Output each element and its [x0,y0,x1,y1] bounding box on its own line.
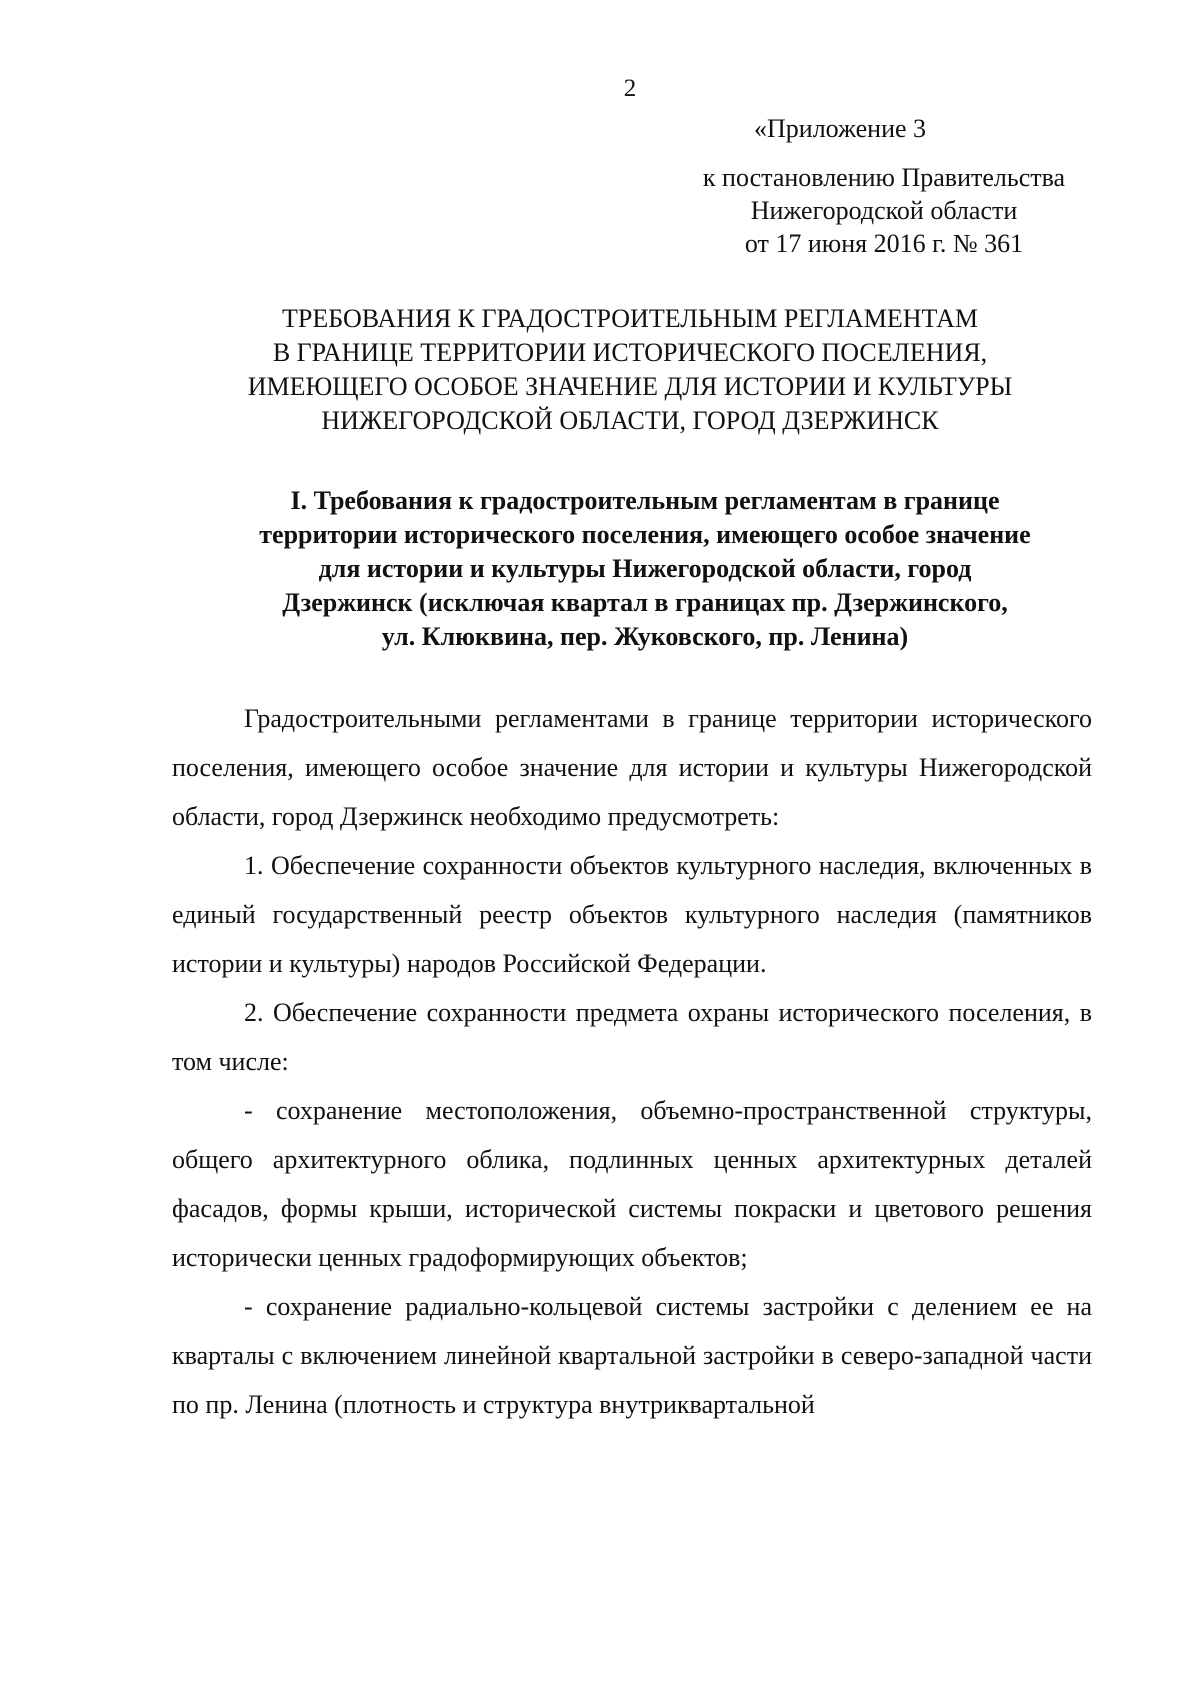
document-title-line: ТРЕБОВАНИЯ К ГРАДОСТРОИТЕЛЬНЫМ РЕГЛАМЕНТАМ [282,304,978,333]
body-paragraph: - сохранение местоположения, объемно-пространственной структуры, общего архитектурного облика, подлинных ценных архитектурных деталей фасадов, формы крыши, исторической системы покраски и цветового решения исторически ценных градоформирующих объектов; [172,1096,1092,1272]
section-heading-line: для истории и культуры Нижегородской области, город [318,554,972,583]
attachment-heading: «Приложение 3 [754,114,927,143]
section-heading-line: Дзержинск (исключая квартал в границах пр. Дзержинского, [282,588,1008,617]
attachment-line: от 17 июня 2016 г. № 361 [744,229,1024,258]
body-paragraph: 2. Обеспечение сохранности предмета охраны исторического поселения, в том числе: [172,998,1092,1076]
body-paragraph: Градостроительными регламентами в границе территории исторического поселения, имеющего особое значение для истории и культуры Нижегородской области, город Дзержинск необходимо предусмотреть: [172,704,1092,831]
section-heading-line: территории исторического поселения, имеющего особое значение [259,520,1031,549]
section-heading [170,484,1120,654]
body-paragraph: - сохранение радиально-кольцевой системы застройки с делением ее на кварталы с включением линейной квартальной застройки в северо-западной части по пр. Ленина (плотность и структура внутриквартальной [172,1292,1092,1419]
document-body [172,694,1092,1429]
section-heading-line: ул. Клюквина, пер. Жуковского, пр. Ленина) [381,622,909,651]
document-title-line: ИМЕЮЩЕГО ОСОБОЕ ЗНАЧЕНИЕ ДЛЯ ИСТОРИИ И КУЛЬТУРЫ [247,372,1013,401]
document-title [170,302,1090,438]
attachment-block [664,112,1104,260]
section-heading-line: I. Требования к градостроительным регламентам в границе [290,486,1000,515]
attachment-line: Нижегородской области [750,196,1018,225]
document-title-line: В ГРАНИЦЕ ТЕРРИТОРИИ ИСТОРИЧЕСКОГО ПОСЕЛЕНИЯ, [272,338,988,367]
page-number: 2 [623,75,637,102]
attachment-line: к постановлению Правительства [702,163,1066,192]
document-title-line: НИЖЕГОРОДСКОЙ ОБЛАСТИ, ГОРОД ДЗЕРЖИНСК [321,406,939,435]
body-paragraph: 1. Обеспечение сохранности объектов культурного наследия, включенных в единый государственный реестр объектов культурного наследия (памятников истории и культуры) народов Российской Федерации. [172,851,1092,978]
